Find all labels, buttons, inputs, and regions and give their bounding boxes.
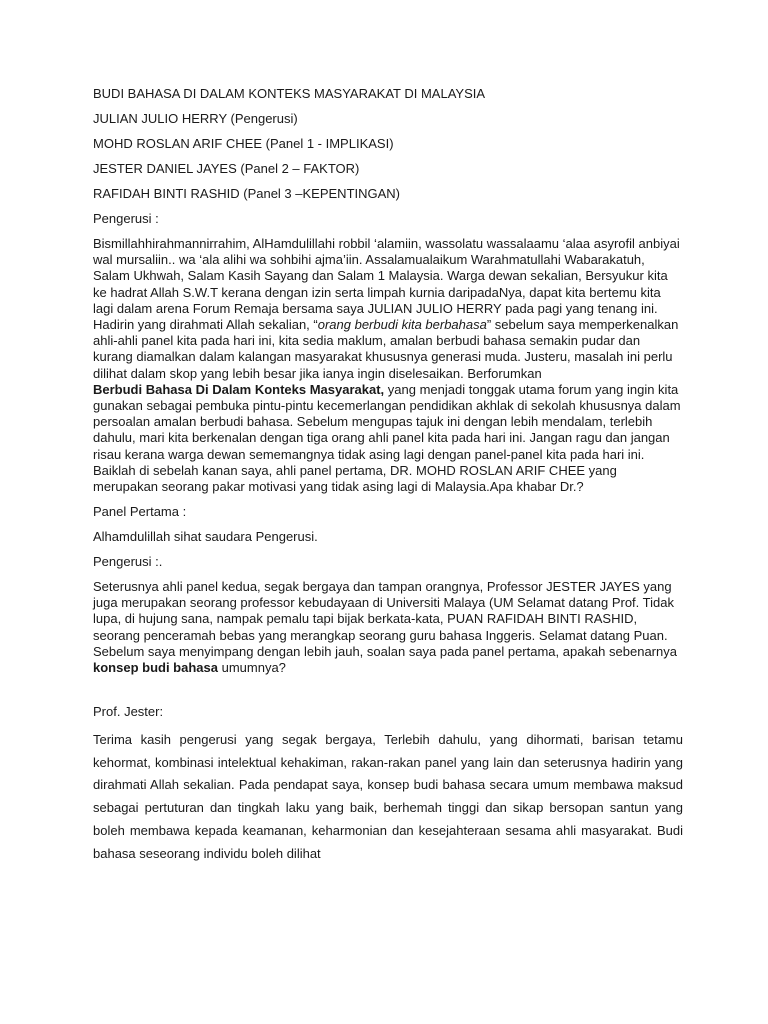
intro-text-2: umumnya?	[217, 660, 286, 676]
speaker-label-chair-2: Pengerusi :.	[93, 554, 163, 570]
intro-text-1: Seterusnya ahli panel kedua, segak bergaya dan tampan orangnya, Professor JESTER JAYES yang juga merupakan seorang professor kebudayaan di Universiti Malaya (UM Selamat datang Prof. Tidak lupa, di hujung sana, nampak pemalu tapi bijak berkata-kata, PUAN RAFIDAH BINTI RASHID, seorang penceramah bebas yang merangkap seorang guru bahasa Inggeris. Selamat datang Puan. Sebelum saya menyimpang dengan lebih jauh, soalan saya pada panel pertama, apakah sebenarnya	[93, 579, 677, 659]
section-gap	[93, 685, 683, 704]
chair-intro-paragraph	[93, 579, 683, 676]
role-panel-3: RAFIDAH BINTI RASHID (Panel 3 –KEPENTINGAN)	[93, 186, 401, 201]
speaker-label-chair-1: Pengerusi :	[93, 211, 159, 226]
forum-theme-bold: Berbudi Bahasa Di Dalam Konteks Masyarakat,	[93, 381, 385, 397]
speaker-label-prof-jester: Prof. Jester:	[93, 704, 164, 720]
document-title: BUDI BAHASA DI DALAM KONTEKS MASYARAKAT DI MALAYSIA	[93, 86, 486, 101]
panel-1-reply: Alhamdulillah sihat saudara Pengerusi.	[93, 529, 318, 545]
opening-text-3: yang menjadi tonggak utama forum yang ingin kita gunakan sebagai pembuka pintu-pintu kecemerlangan pendidikan akhlak di sekolah khususnya dalam persoalan amalan berbudi bahasa. Sebelum mengupas tajuk ini dengan lebih mendalam, terlebih dahulu, mari kita berkenalan dengan tiga orang ahli panel kita pada hari ini. Jangan ragu dan jangan risau kerana warga dewan sememangnya tidak asing lagi dengan panel-panel kita pada hari ini. Baiklah di sebelah kanan saya, ahli panel pertama, DR. MOHD ROSLAN ARIF CHEE yang merupakan seorang pakar motivasi yang tidak asing lagi di Malaysia.Apa khabar Dr.?	[93, 381, 681, 495]
role-panel-1: MOHD ROSLAN ARIF CHEE (Panel 1 - IMPLIKASI)	[93, 136, 394, 151]
role-panel-2: JESTER DANIEL JAYES (Panel 2 – FAKTOR)	[93, 161, 360, 176]
opening-italic-quote: orang berbudi kita berbahasa	[317, 317, 487, 333]
opening-text-1: Bismillahhirahmannirrahim, AlHamdulillahi robbil ‘alamiin, wassolatu wassalaamu ‘alaa asyrofil anbiyai wal mursaliin.. wa ‘ala alihi wa sohbihi ajma’iin. Assalamualaikum Warahmatullahi Wabarakatuh, Salam Ukhwah, Salam Kasih Sayang dan Salam 1 Malaysia. Warga dewan sekalian, Bersyukur kita ke hadrat Allah S.W.T kerana dengan izin serta limpah kurnia daripadaNya, dapat kita bertemu kita lagi dalam arena Forum Remaja bersama saya JULIAN JULIO HERRY pada pagi yang tenang ini. Hadirin yang dirahmati Allah sekalian, “	[93, 236, 680, 333]
document-body	[93, 86, 683, 874]
prof-jester-answer: Terima kasih pengerusi yang segak bergaya, Terlebih dahulu, yang dihormati, barisan tetamu kehormat, kombinasi intelektual kehakiman, rakan-rakan panel yang lain dan seterusnya hadirin yang dirahmati Allah sekalian. Pada pendapat saya, konsep budi bahasa secara umum membawa maksud sebagai pertuturan dan tingkah laku yang baik, berhemah tinggi dan sikap bersopan santun yang boleh membawa kepada keamanan, keharmonian dan kesejahteraan sesama ahli masyarakat. Budi bahasa seseorang individu boleh dilihat	[93, 732, 683, 861]
speaker-label-panel-1: Panel Pertama :	[93, 504, 187, 520]
chair-opening-paragraph	[93, 236, 683, 495]
concept-bold: konsep budi bahasa	[93, 660, 218, 676]
opening-text-2: ” sebelum saya memperkenalkan ahli-ahli panel kita pada hari ini, kita sedia maklum, amalan berbudi bahasa semakin pudar dan kurang diamalkan dalam kalangan masyarakat khususnya generasi muda. Justeru, masalah ini perlu dilihat dalam skop yang lebih besar jika ianya ingin diselesaikan. Berforumkan	[93, 317, 679, 381]
role-chairperson: JULIAN JULIO HERRY (Pengerusi)	[93, 111, 298, 126]
